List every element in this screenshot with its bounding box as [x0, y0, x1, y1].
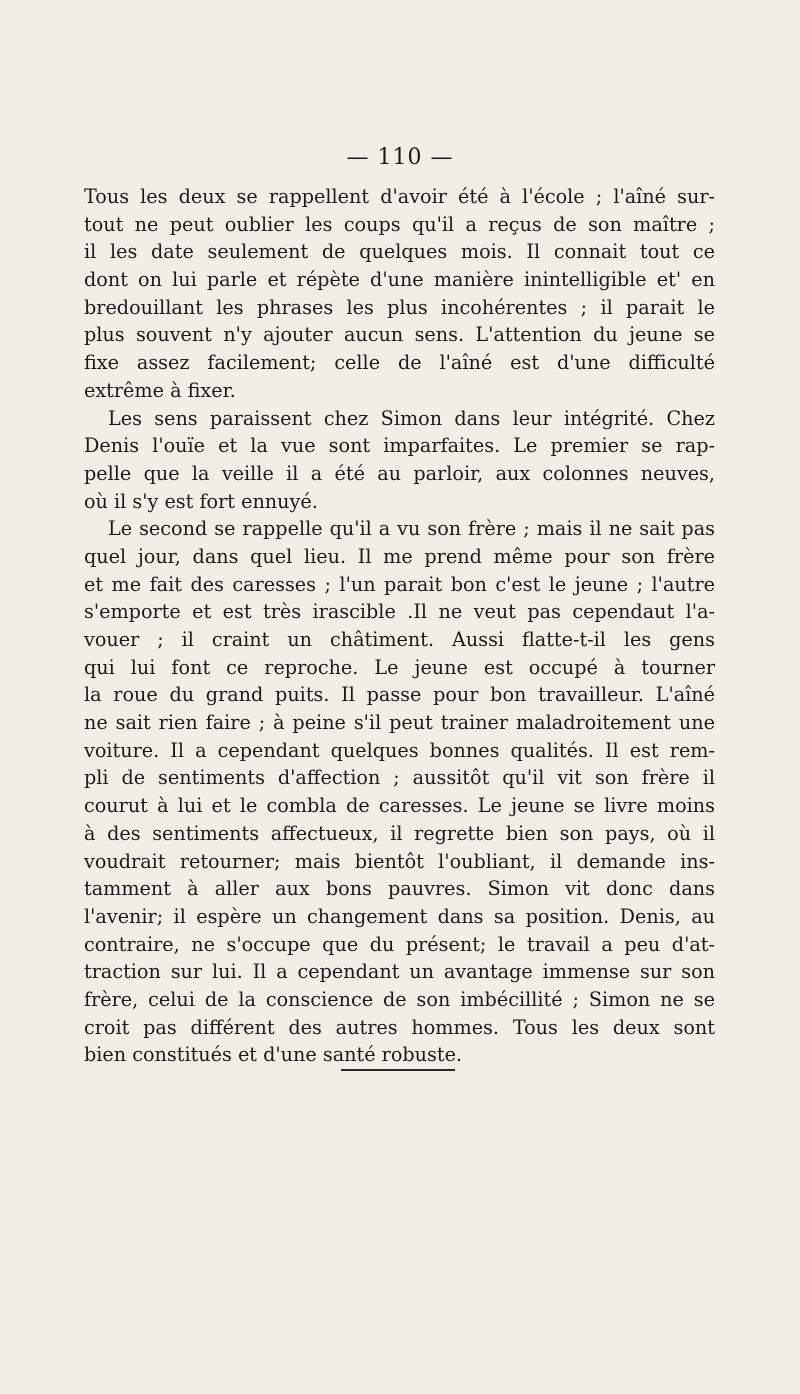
text-line: tout ne peut oublier les coups qu'il a reçus de son maître ;	[84, 212, 715, 236]
text-line: vouer ; il craint un châtiment. Aussi flatte-t-il les gens	[84, 628, 715, 651]
text-line: la roue du grand puits. Il passe pour bon travailleur. L'aîné	[84, 683, 715, 707]
text-line: Le second se rappelle qu'il a vu son frère ; mais il ne sait pas	[108, 517, 715, 541]
text-line: s'emporte et est très irascible .Il ne veut pas cependaut l'a-	[84, 600, 715, 624]
text-line: fixe assez facilement; celle de l'aîné est d'une difficulté	[84, 351, 715, 375]
text-line: Denis l'ouïe et la vue sont imparfaites. Le premier se rap-	[84, 434, 715, 458]
text-line: extrême à fixer.	[84, 378, 236, 402]
text-line: qui lui font ce reproche. Le jeune est occupé à tourner	[84, 655, 715, 679]
text-line: courut à lui et le combla de caresses. Le jeune se livre moins	[84, 794, 715, 818]
text-line: voiture. Il a cependant quelques bonnes qualités. Il est rem-	[84, 738, 715, 762]
text-line: bredouillant les phrases les plus incohérentes ; il parait le	[84, 295, 715, 319]
text-line: bien constitués et d'une santé robuste.	[84, 1043, 463, 1067]
text-line: Les sens paraissent chez Simon dans leur intégrité. Chez	[108, 406, 715, 430]
text-line: et me fait des caresses ; l'un parait bon c'est le jeune ; l'autre	[84, 572, 715, 596]
text-line: traction sur lui. Il a cependant un avantage immense sur son	[84, 960, 715, 984]
text-line: voudrait retourner; mais bientôt l'oubliant, il demande ins-	[84, 849, 715, 873]
text-line: l'avenir; il espère un changement dans sa position. Denis, au	[84, 904, 715, 928]
text-line: à des sentiments affectueux, il regrette bien son pays, où il	[84, 821, 715, 845]
text-line: quel jour, dans quel lieu. Il me prend même pour son frère	[84, 544, 715, 568]
text-line: plus souvent n'y ajouter aucun sens. L'attention du jeune se	[84, 323, 715, 347]
text-line: frère, celui de la conscience de son imbécillité ; Simon ne se	[84, 987, 715, 1011]
text-line: Tous les deux se rappellent d'avoir été à l'école ; l'aîné sur-	[84, 185, 715, 208]
text-line: ne sait rien faire ; à peine s'il peut trainer maladroitement une	[84, 711, 715, 735]
text-line: croit pas différent des autres hommes. Tous les deux sont	[84, 1015, 715, 1039]
text-line: où il s'y est fort ennuyé.	[84, 489, 318, 513]
text-line: contraire, ne s'occupe que du présent; le travail a peu d'at-	[84, 932, 715, 956]
end-rule	[341, 1069, 455, 1071]
text-line: tamment à aller aux bons pauvres. Simon vit donc dans	[84, 877, 715, 901]
text-line: dont on lui parle et répète d'une manière inintelligible et' en	[84, 268, 715, 292]
text-line: pelle que la veille il a été au parloir, aux colonnes neuves,	[84, 461, 715, 485]
page-number: — 110 —	[346, 145, 454, 170]
text-line: il les date seulement de quelques mois. Il connait tout ce	[84, 240, 715, 264]
body-text	[84, 183, 715, 1069]
text-line: pli de sentiments d'affection ; aussitôt qu'il vit son frère il	[84, 766, 715, 790]
